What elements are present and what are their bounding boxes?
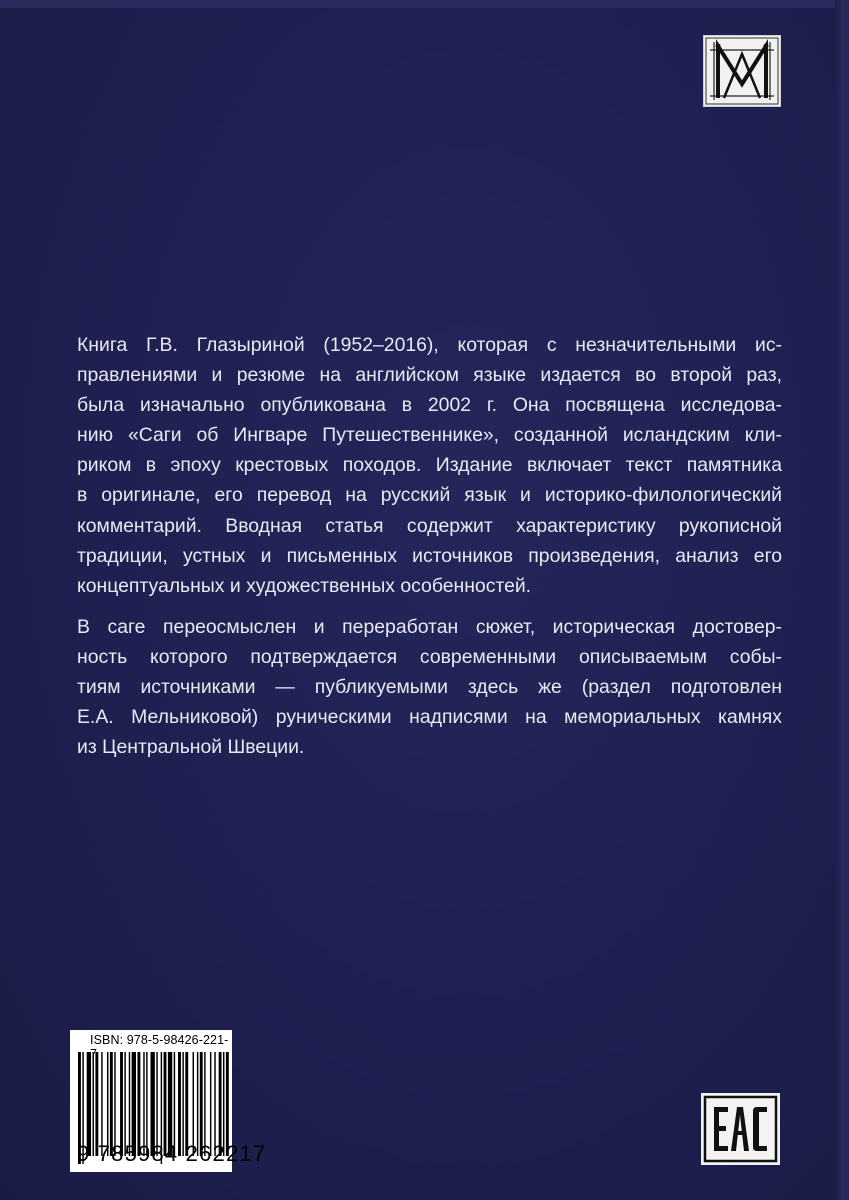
eac-certification-mark — [701, 1093, 780, 1165]
text-line: в оригинале, его перевод на русский язык и историко-филологический — [77, 484, 782, 507]
text-line: Е.А. Мельниковой) руническими надписями на мемориальных камнях — [77, 706, 782, 729]
cover-top-edge — [0, 0, 849, 8]
text-line: традиции, устных и письменных источников произведения, анализ его — [77, 544, 782, 567]
text-line: риком в эпоху крестовых походов. Издание включает текст памятника — [77, 454, 782, 477]
text-line: комментарий. Вводная статья содержит характеристику рукописной — [77, 514, 782, 537]
text-line: В саге переосмыслен и переработан сюжет, историческая достовер- — [77, 615, 782, 638]
text-line: концептуальных и художественных особенностей. — [77, 574, 532, 597]
publisher-monogram-icon — [704, 36, 780, 106]
cover-spine-edge — [835, 0, 849, 1200]
text-line: ность которого подтверждается современными описываемым собы- — [77, 645, 782, 668]
publisher-logo — [703, 35, 781, 107]
text-line: была изначально опубликована в 2002 г. Она посвящена исследова- — [77, 394, 782, 417]
annotation-paragraph-1 — [77, 330, 782, 601]
eac-mark-icon — [701, 1093, 780, 1165]
text-line: Книга Г.В. Глазыриной (1952–2016), которая с незначительными ис- — [77, 334, 782, 356]
text-line: из Центральной Швеции. — [77, 736, 305, 759]
annotation-paragraph-2 — [77, 612, 782, 762]
text-line: нию «Саги об Ингваре Путешественнике», созданной исландским кли- — [77, 424, 782, 447]
text-line: тиям источниками — публикуемыми здесь же (раздел подготовлен — [77, 676, 782, 699]
book-annotation — [77, 330, 782, 762]
text-line: правлениями и резюме на английском языке издается во второй раз, — [77, 364, 782, 387]
isbn-label: ISBN: 978-5-98426-221-7 — [90, 1033, 229, 1061]
barcode-digits: 9 785984 262217 — [77, 1141, 267, 1166]
